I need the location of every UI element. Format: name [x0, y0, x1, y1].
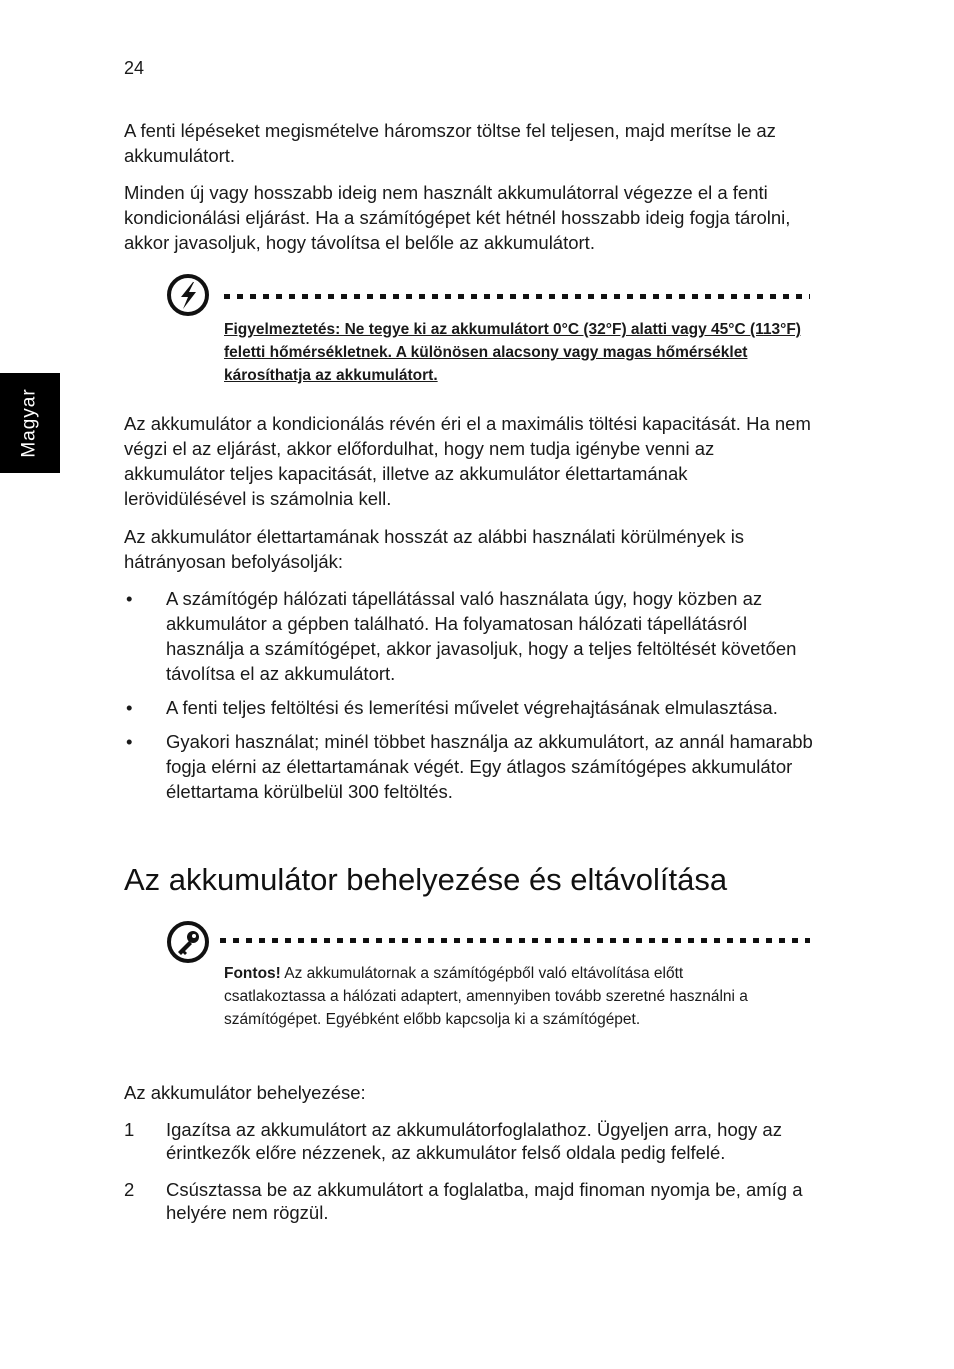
important-text: Az akkumulátornak a számítógépből való eltávolítása előtt csatlakoztassa a hálózati adaptert, amennyiben tovább szeretné használni a számítógépet. Egyébként előbb kapcsolja ki a számítógépet.: [224, 965, 748, 1028]
bullet-text: A számítógép hálózati tápellátással való használata úgy, hogy közben az akkumulátor a gépben található. Ha folyamatosan hálózati tápellátásról használja a számítógépet, akkor javasoljuk, hogy a teljes feltöltését követően távolítsa el az akkumulátort.: [166, 588, 797, 684]
paragraph-2-text: Minden új vagy hosszabb ideig nem használt akkumulátorral végezze el a fenti kondicionálási eljárást. Ha a számítógépet két hétnél hosszabb ideig fogja tárolni, akkor javasoljuk, hogy távolítsa el belőle az akkumulátort.: [124, 182, 791, 253]
paragraph-4: [124, 524, 814, 574]
warning-lightning-icon: [166, 273, 210, 317]
paragraph-1: [124, 118, 814, 168]
list-item: [124, 729, 814, 804]
section-heading: Az akkumulátor behelyezése és eltávolítása: [124, 862, 728, 897]
paragraph-1-text: A fenti lépéseket megismételve háromszor töltse fel teljesen, majd merítse le az akkumulátort.: [124, 120, 776, 166]
important-note: [224, 962, 784, 1031]
paragraph-5-text: Az akkumulátor behelyezése:: [124, 1082, 366, 1103]
bullet-list: [124, 586, 814, 804]
bullet-marker: •: [126, 731, 133, 752]
list-item: [124, 1118, 814, 1164]
warning-text: Figyelmeztetés: Ne tegye ki az akkumulátort 0°C (32°F) alatti vagy 45°C (113°F) feletti hőmérsékletnek. A különösen alacsony vagy magas hőmérséklet károsíthatja az akkumulátort.: [224, 321, 801, 384]
bullet-text: Gyakori használat; minél többet használja az akkumulátort, az annál hamarabb fogja elérni az élettartamának végét. Egy átlagos számítógépes akkumulátor élettartama körülbelül 300 feltöltés.: [166, 731, 813, 802]
side-tab-label: Magyar: [19, 388, 41, 458]
important-label: Fontos!: [224, 965, 281, 982]
step-number: 2: [124, 1179, 135, 1200]
page-number: 24: [124, 58, 145, 78]
language-side-tab: [0, 373, 60, 473]
paragraph-3-text: Az akkumulátor a kondicionálás révén éri el a maximális töltési kapacitását. Ha nem végzi el az eljárást, akkor előfordulhat, hogy nem tudja igénybe venni az akkumulátor teljes kapacitását, illetve az akkumulátor élettartamának lerövidülésével is számolnia kell.: [124, 413, 811, 509]
bullet-marker: •: [126, 588, 133, 609]
important-key-icon: [166, 920, 210, 964]
paragraph-5: [124, 1080, 814, 1105]
bullet-text: A fenti teljes feltöltési és lemerítési művelet végrehajtásának elmulasztása.: [166, 697, 778, 718]
important-divider: [220, 938, 810, 943]
warning-divider: [224, 294, 810, 299]
list-item: [124, 1178, 814, 1224]
bullet-marker: •: [126, 697, 133, 718]
list-item: [124, 586, 814, 686]
paragraph-4-text: Az akkumulátor élettartamának hosszát az alábbi használati körülmények is hátrányosan befolyásolják:: [124, 526, 745, 572]
paragraph-3: [124, 411, 814, 511]
steps-list: [124, 1118, 814, 1224]
step-number: 1: [124, 1119, 135, 1140]
step-text: Csúsztassa be az akkumulátort a foglalatba, majd finoman nyomja be, amíg a helyére nem rögzül.: [166, 1179, 803, 1223]
step-text: Igazítsa az akkumulátort az akkumulátorfoglalathoz. Ügyeljen arra, hogy az érintkezők előre nézzenek, az akkumulátor felső oldala pedig felfelé.: [166, 1119, 782, 1163]
list-item: [124, 695, 814, 720]
paragraph-2: [124, 180, 814, 255]
